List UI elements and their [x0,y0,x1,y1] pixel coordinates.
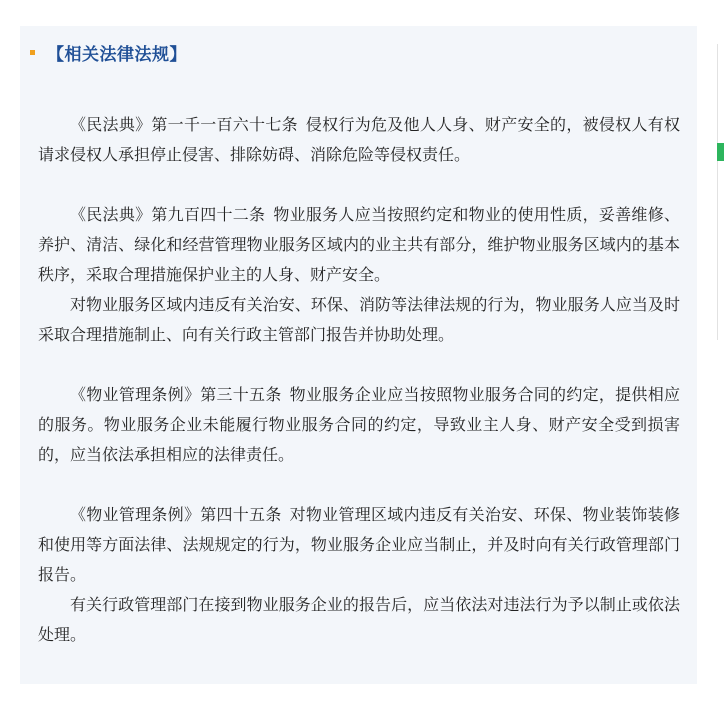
side-tab-marker[interactable] [717,143,724,161]
section-heading [30,40,187,64]
law-list [38,110,680,650]
page-edge-divider [717,44,718,340]
law-article-text: 对物业管理区域内违反有关治安、环保、物业装饰装修和使用等方面法律、法规规定的行为，物业服务企业应当制止，并及时向有关行政管理部门报告。 [38,505,680,584]
law-article-title: 《物业管理条例》第三十五条 [70,385,282,404]
law-article-title: 《物业管理条例》第四十五条 [70,505,282,524]
law-article-4-extra: 有关行政管理部门在接到物业服务企业的报告后，应当依法对违法行为予以制止或依法处理。 [38,595,680,644]
law-article-text: 物业服务企业应当按照物业服务合同的约定，提供相应的服务。物业服务企业未能履行物业服务合同的约定，导致业主人身、财产安全受到损害的，应当依法承担相应的法律责任。 [38,385,680,464]
law-article-1 [38,110,680,170]
law-article-title: 《民法典》第一千一百六十七条 [70,115,298,134]
law-article-3 [38,380,680,470]
law-article-text: 物业服务人应当按照约定和物业的使用性质，妥善维修、养护、清洁、绿化和经营管理物业服务区域内的业主共有部分，维护物业服务区域内的基本秩序，采取合理措施保护业主的人身、财产安全。 [38,205,680,284]
law-article-text: 侵权行为危及他人人身、财产安全的，被侵权人有权请求侵权人承担停止侵害、排除妨碍、消除危险等侵权责任。 [38,115,680,164]
law-article-title: 《民法典》第九百四十二条 [70,205,266,224]
law-article-4 [38,500,680,590]
law-article-2 [38,200,680,290]
bullet-marker-icon [30,50,35,55]
legal-references-panel [20,26,697,684]
section-title: 【相关法律法规】 [47,44,187,65]
law-article-2-extra: 对物业服务区域内违反有关治安、环保、消防等法律法规的行为，物业服务人应当及时采取合理措施制止、向有关行政主管部门报告并协助处理。 [38,295,680,344]
